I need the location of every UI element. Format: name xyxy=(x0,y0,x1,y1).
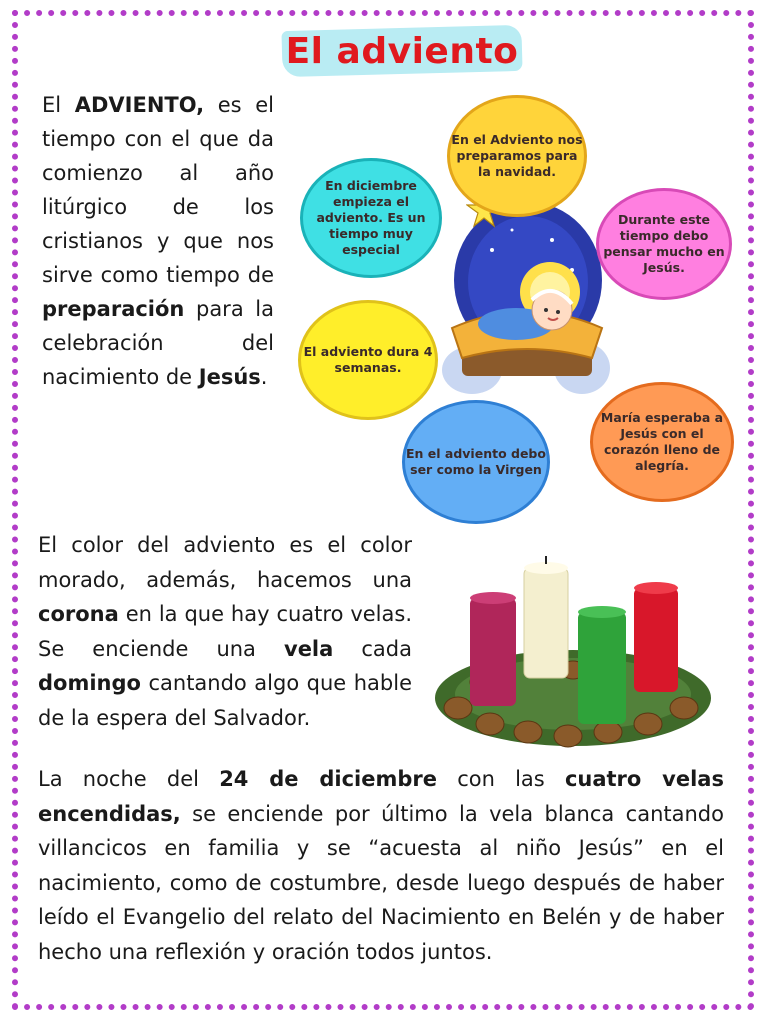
intro-period: . xyxy=(260,365,268,389)
bubble-maria: María esperaba a Jesús con el corazón lleno de alegría. xyxy=(590,382,734,502)
intro-text: El xyxy=(42,93,62,117)
intro-text: es el tiempo con el que da comienzo al año litúrgico de los cristianos y que nos sirve como tiempo de xyxy=(42,93,274,287)
night-highlight-date: 24 de diciembre xyxy=(219,767,437,791)
advent-wreath-illustration xyxy=(428,548,718,758)
color-text: cantando algo que hable de la espera del Salvador. xyxy=(38,671,412,730)
intro-paragraph xyxy=(42,88,274,394)
color-highlight-domingo: domingo xyxy=(38,671,141,695)
color-text: El color del adviento es el color morado, además, hacemos una xyxy=(38,533,412,592)
night-text: La noche del xyxy=(38,767,199,791)
bubble-diciembre: En diciembre empieza el adviento. Es un tiempo muy especial xyxy=(300,158,442,278)
night-highlight-velas: cuatro velas encendidas, xyxy=(38,767,724,826)
color-highlight-vela: vela xyxy=(284,636,334,661)
bubble-cuatro-semanas: El adviento dura 4 semanas. xyxy=(298,300,438,420)
page-title: El adviento xyxy=(285,31,519,72)
nativity-illustration xyxy=(432,200,618,400)
intro-highlight-preparacion: preparación xyxy=(42,297,185,321)
night-paragraph xyxy=(38,762,724,969)
intro-highlight-adviento: ADVIENTO, xyxy=(74,93,205,117)
bubble-pensar-jesus: Durante este tiempo debo pensar mucho en Jesús. xyxy=(596,188,732,300)
night-text: se enciende por último la vela blanca cantando villancicos en familia y se “acuesta al niño Jesús” en el nacimiento, como de costumbre, desde luego después de haber leído el Evangelio del relato del Nacimiento en Belén y de haber hecho una reflexión y oración todos juntos. xyxy=(38,801,724,964)
intro-text: para la celebración del nacimiento de xyxy=(42,297,274,389)
night-text: con las xyxy=(457,767,545,791)
color-text: en la que hay cuatro velas. Se enciende una xyxy=(38,602,412,661)
bubble-virgen: En el adviento debo ser como la Virgen xyxy=(402,400,550,524)
bubble-preparamos: En el Adviento nos preparamos para la navidad. xyxy=(447,95,587,217)
intro-highlight-jesus: Jesús xyxy=(198,365,261,389)
color-paragraph xyxy=(38,528,412,735)
color-highlight-corona: corona xyxy=(38,602,119,626)
color-text: cada xyxy=(361,636,412,661)
